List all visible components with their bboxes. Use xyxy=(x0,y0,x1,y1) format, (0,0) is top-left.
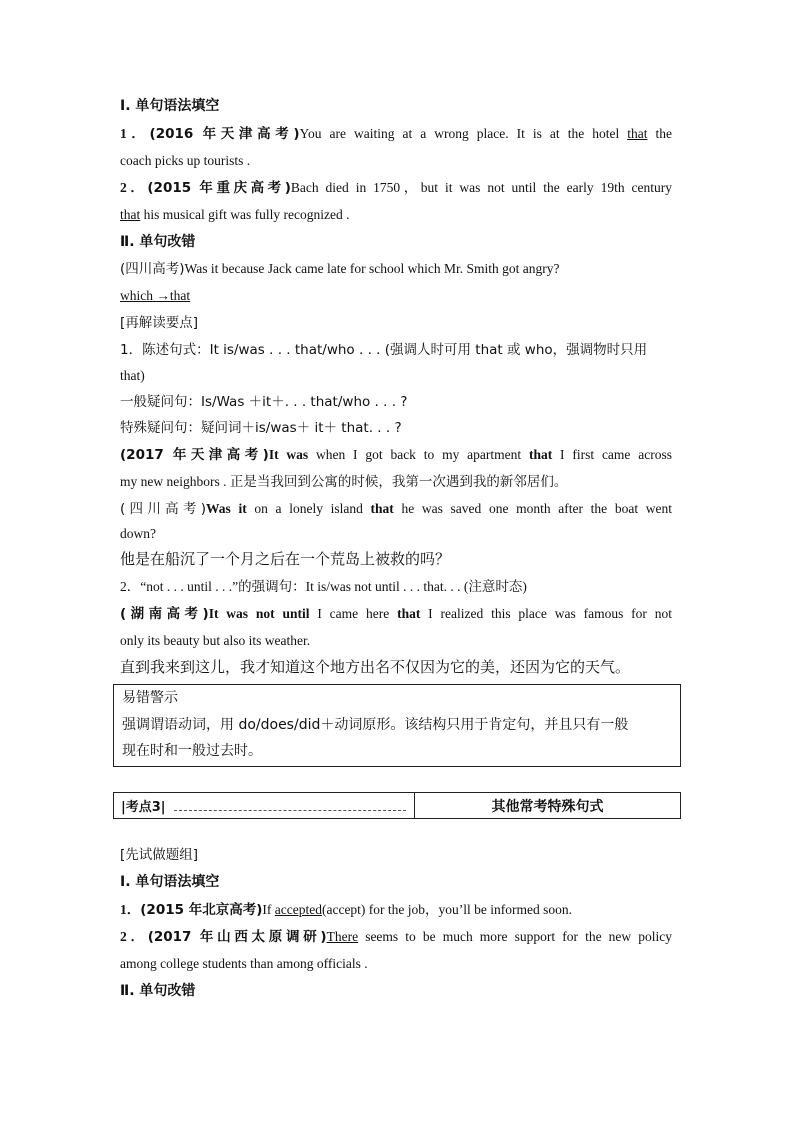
practice-question-1: 1．(2015 年北京高考)If accepted(accept) for the job，you’ll be informed soon. xyxy=(120,902,573,918)
warning-title: 易错警示 xyxy=(122,690,178,706)
heading-error-correction-2: Ⅱ. 单句改错 xyxy=(120,983,196,999)
point-2: 2．“not . . . until . . .”的强调句：It is/was not until . . . that. . . (注意时态) xyxy=(120,579,527,594)
question-1: 1．(2016 年天津高考)You are waiting at a wrong place. It is at the hotel that the xyxy=(120,126,672,142)
source-label: (2015 年重庆高考) xyxy=(147,180,291,196)
heading-grammar-fill-2: Ⅰ. 单句语法填空 xyxy=(120,874,220,890)
kaodian-header xyxy=(113,792,681,819)
example-2: (四川高考)Was it on a lonely island that he was saved one month after the boat went xyxy=(120,501,673,517)
answer: that xyxy=(627,126,648,141)
kaodian-tag: |考点3| xyxy=(121,800,166,815)
key-points-title: [再解读要点] xyxy=(120,315,199,331)
point-1-wh: 特殊疑问句：疑问词＋is/was＋ it＋ that. . . ? xyxy=(120,420,402,436)
source-label: (2016 年天津高考) xyxy=(149,126,300,142)
warning-box xyxy=(113,684,681,767)
example-3-translation: 直到我来到这儿，我才知道这个地方出名不仅因为它的美，还因为它的天气。 xyxy=(120,658,631,676)
question-2: 2．(2015 年重庆高考)Bach died in 1750，but it was not until the early 19th century xyxy=(120,180,672,196)
answer: accepted xyxy=(274,902,322,917)
dashed-divider xyxy=(174,810,406,811)
practice-question-2-cont: among college students than among officials . xyxy=(120,956,368,971)
correction-question: (四川高考)Was it because Jack came late for school which Mr. Smith got angry? xyxy=(120,261,560,277)
practice-group-title: [先试做题组] xyxy=(120,847,199,863)
warning-line-2: 现在时和一般过去时。 xyxy=(122,743,262,759)
heading-grammar-fill: Ⅰ. 单句语法填空 xyxy=(120,98,220,114)
answer: There xyxy=(326,929,359,944)
point-1-statement: 1．陈述句式：It is/was . . . that/who . . . (强调人时可用 that 或 who，强调物时只用 xyxy=(120,342,648,358)
example-2-cont: down? xyxy=(120,526,156,541)
question-2-cont: that his musical gift was fully recognized . xyxy=(120,207,350,222)
practice-question-2: 2．(2017 年山西太原调研)There seems to be much more support for the new policy xyxy=(120,929,673,945)
example-3: (湖南高考)It was not until I came here that I realized this place was famous for not xyxy=(120,606,672,622)
heading-error-correction: Ⅱ. 单句改错 xyxy=(120,234,196,250)
point-1-yes-no: 一般疑问句：Is/Was ＋it＋. . . that/who . . . ? xyxy=(120,394,408,410)
example-2-translation: 他是在船沉了一个月之后在一个荒岛上被救的吗？ xyxy=(120,550,451,568)
correction-answer: which →that xyxy=(120,288,191,303)
example-1-cont: my new neighbors . 正是当我回到公寓的时候，我第一次遇到我的新邻居们。 xyxy=(120,474,568,489)
warning-line-1: 强调谓语动词，用 do/does/did＋动词原形。该结构只用于肯定句，并且只有一般 xyxy=(122,717,629,733)
kaodian-title: 其他常考特殊句式 xyxy=(491,799,604,815)
example-1: (2017 年天津高考)It was when I got back to my apartment that I first came across xyxy=(120,447,672,463)
question-1-cont: coach picks up tourists . xyxy=(120,153,251,168)
answer: that xyxy=(120,207,141,222)
point-1-cont: that) xyxy=(120,368,145,383)
example-3-cont: only its beauty but also its weather. xyxy=(120,633,311,648)
